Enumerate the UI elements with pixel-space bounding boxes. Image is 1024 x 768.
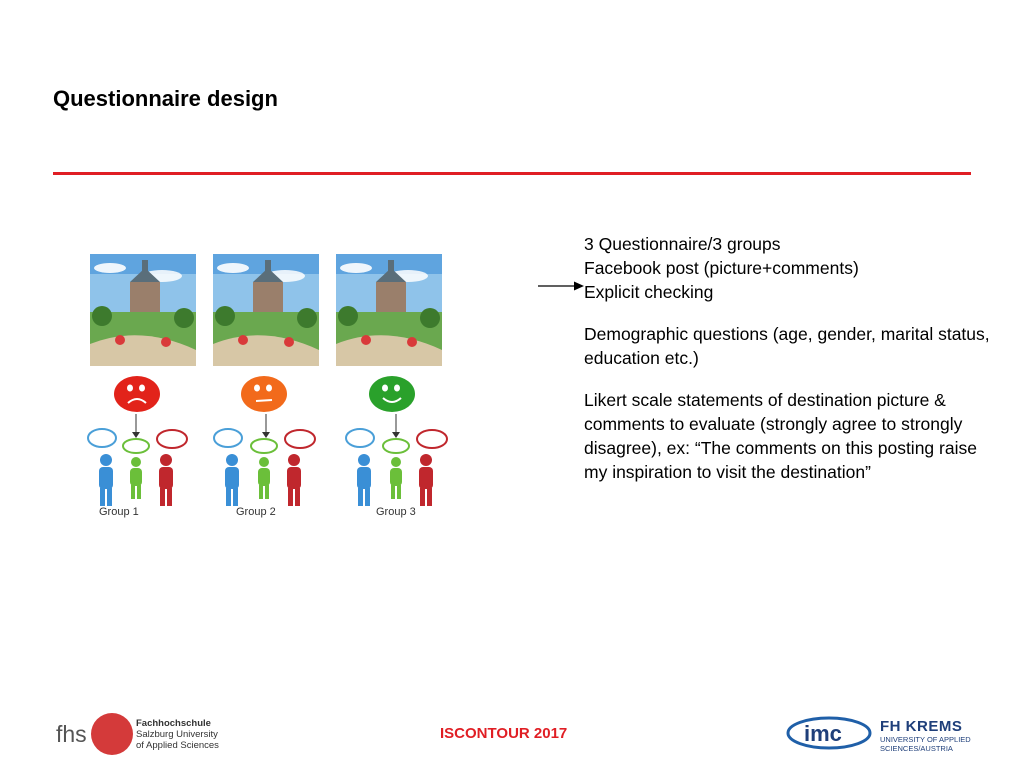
fhs-logo-mark: fhs (56, 721, 87, 747)
imc-logo-icon (786, 716, 872, 750)
happy-face-icon (368, 375, 416, 413)
title-divider (53, 172, 971, 175)
group-label: Group 3 (376, 506, 416, 518)
destination-photo (213, 254, 319, 366)
bullet-line: Explicit checking (584, 282, 714, 302)
conference-label: ISCONTOUR 2017 (440, 725, 568, 742)
group-label: Group 2 (236, 506, 276, 518)
content-text (584, 232, 994, 484)
sad-face-icon (113, 375, 161, 413)
imc-logo-mark: imc (804, 721, 842, 746)
bullet-paragraph: Likert scale statements of destination picture & comments to evaluate (strongly agree to strongly disagree), ex: “The comments on this posting raise my inspiration to visit the destination” (584, 390, 977, 482)
neutral-face-icon (240, 375, 288, 413)
fhs-logo-icon (56, 712, 134, 756)
people-group-illustration (338, 414, 454, 514)
people-group-illustration (80, 414, 196, 514)
bullet-line: Facebook post (picture+comments) (584, 258, 859, 278)
destination-photo (90, 254, 196, 366)
slide-title: Questionnaire design (53, 86, 278, 111)
bullet-line: 3 Questionnaire/3 groups (584, 234, 781, 254)
arrow-right-icon (538, 280, 584, 292)
fhs-logo-text: Fachhochschule Salzburg University of Applied Sciences (136, 718, 219, 751)
people-group-illustration (206, 414, 322, 514)
group-label: Group 1 (99, 506, 139, 518)
destination-photo (336, 254, 442, 366)
bullet-paragraph: Demographic questions (age, gender, marital status, education etc.) (584, 324, 990, 368)
fh-krems-logo-text: FH KREMS UNIVERSITY OF APPLIED SCIENCES/AUSTRIA (880, 718, 971, 753)
